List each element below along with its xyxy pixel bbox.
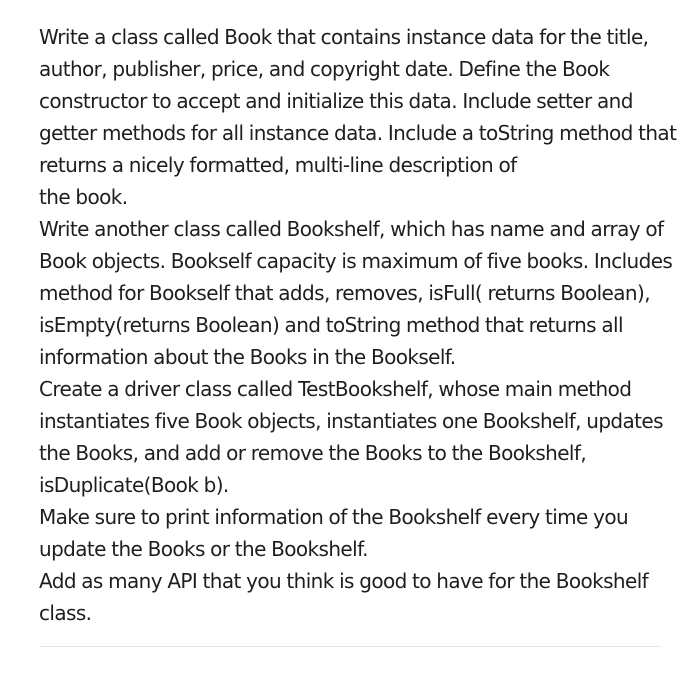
text-line: returns a nicely formatted, multi-line description of [39, 153, 517, 177]
text-line: isEmpty(returns Boolean) and toString method that returns all [39, 313, 623, 337]
text-line: constructor to accept and initialize this data. Include setter and [39, 89, 633, 113]
text-line: Make sure to print information of the Bookshelf every time you [39, 505, 629, 529]
text-line: Write another class called Bookshelf, which has name and array of [39, 217, 664, 241]
paragraph-print-info [39, 501, 679, 565]
text-line: method for Bookself that adds, removes, isFull( returns Boolean), [39, 281, 650, 305]
question-text [39, 21, 679, 629]
text-line: instantiates five Book objects, instantiates one Bookshelf, updates [39, 409, 663, 433]
paragraph-bookshelf-class [39, 213, 679, 373]
text-line: Create a driver class called TestBookshelf, whose main method [39, 377, 632, 401]
text-line: information about the Books in the Bookself. [39, 345, 456, 369]
text-line: Book objects. Bookself capacity is maximum of five books. Includes [39, 249, 673, 273]
text-line: author, publisher, price, and copyright date. Define the Book [39, 57, 610, 81]
text-line: Add as many API that you think is good to have for the Bookshelf [39, 569, 649, 593]
text-line: the book. [39, 185, 128, 209]
paragraph-book-class [39, 21, 679, 213]
text-line: Write a class called Book that contains instance data for the title, [39, 25, 649, 49]
paragraph-api [39, 565, 679, 629]
text-line: getter methods for all instance data. Include a toString method that [39, 121, 677, 145]
text-line: class. [39, 601, 92, 625]
text-line: isDuplicate(Book b). [39, 473, 229, 497]
text-line: the Books, and add or remove the Books to the Bookshelf, [39, 441, 587, 465]
bottom-divider [39, 646, 661, 647]
text-line: update the Books or the Bookshelf. [39, 537, 368, 561]
paragraph-driver-class [39, 373, 679, 501]
